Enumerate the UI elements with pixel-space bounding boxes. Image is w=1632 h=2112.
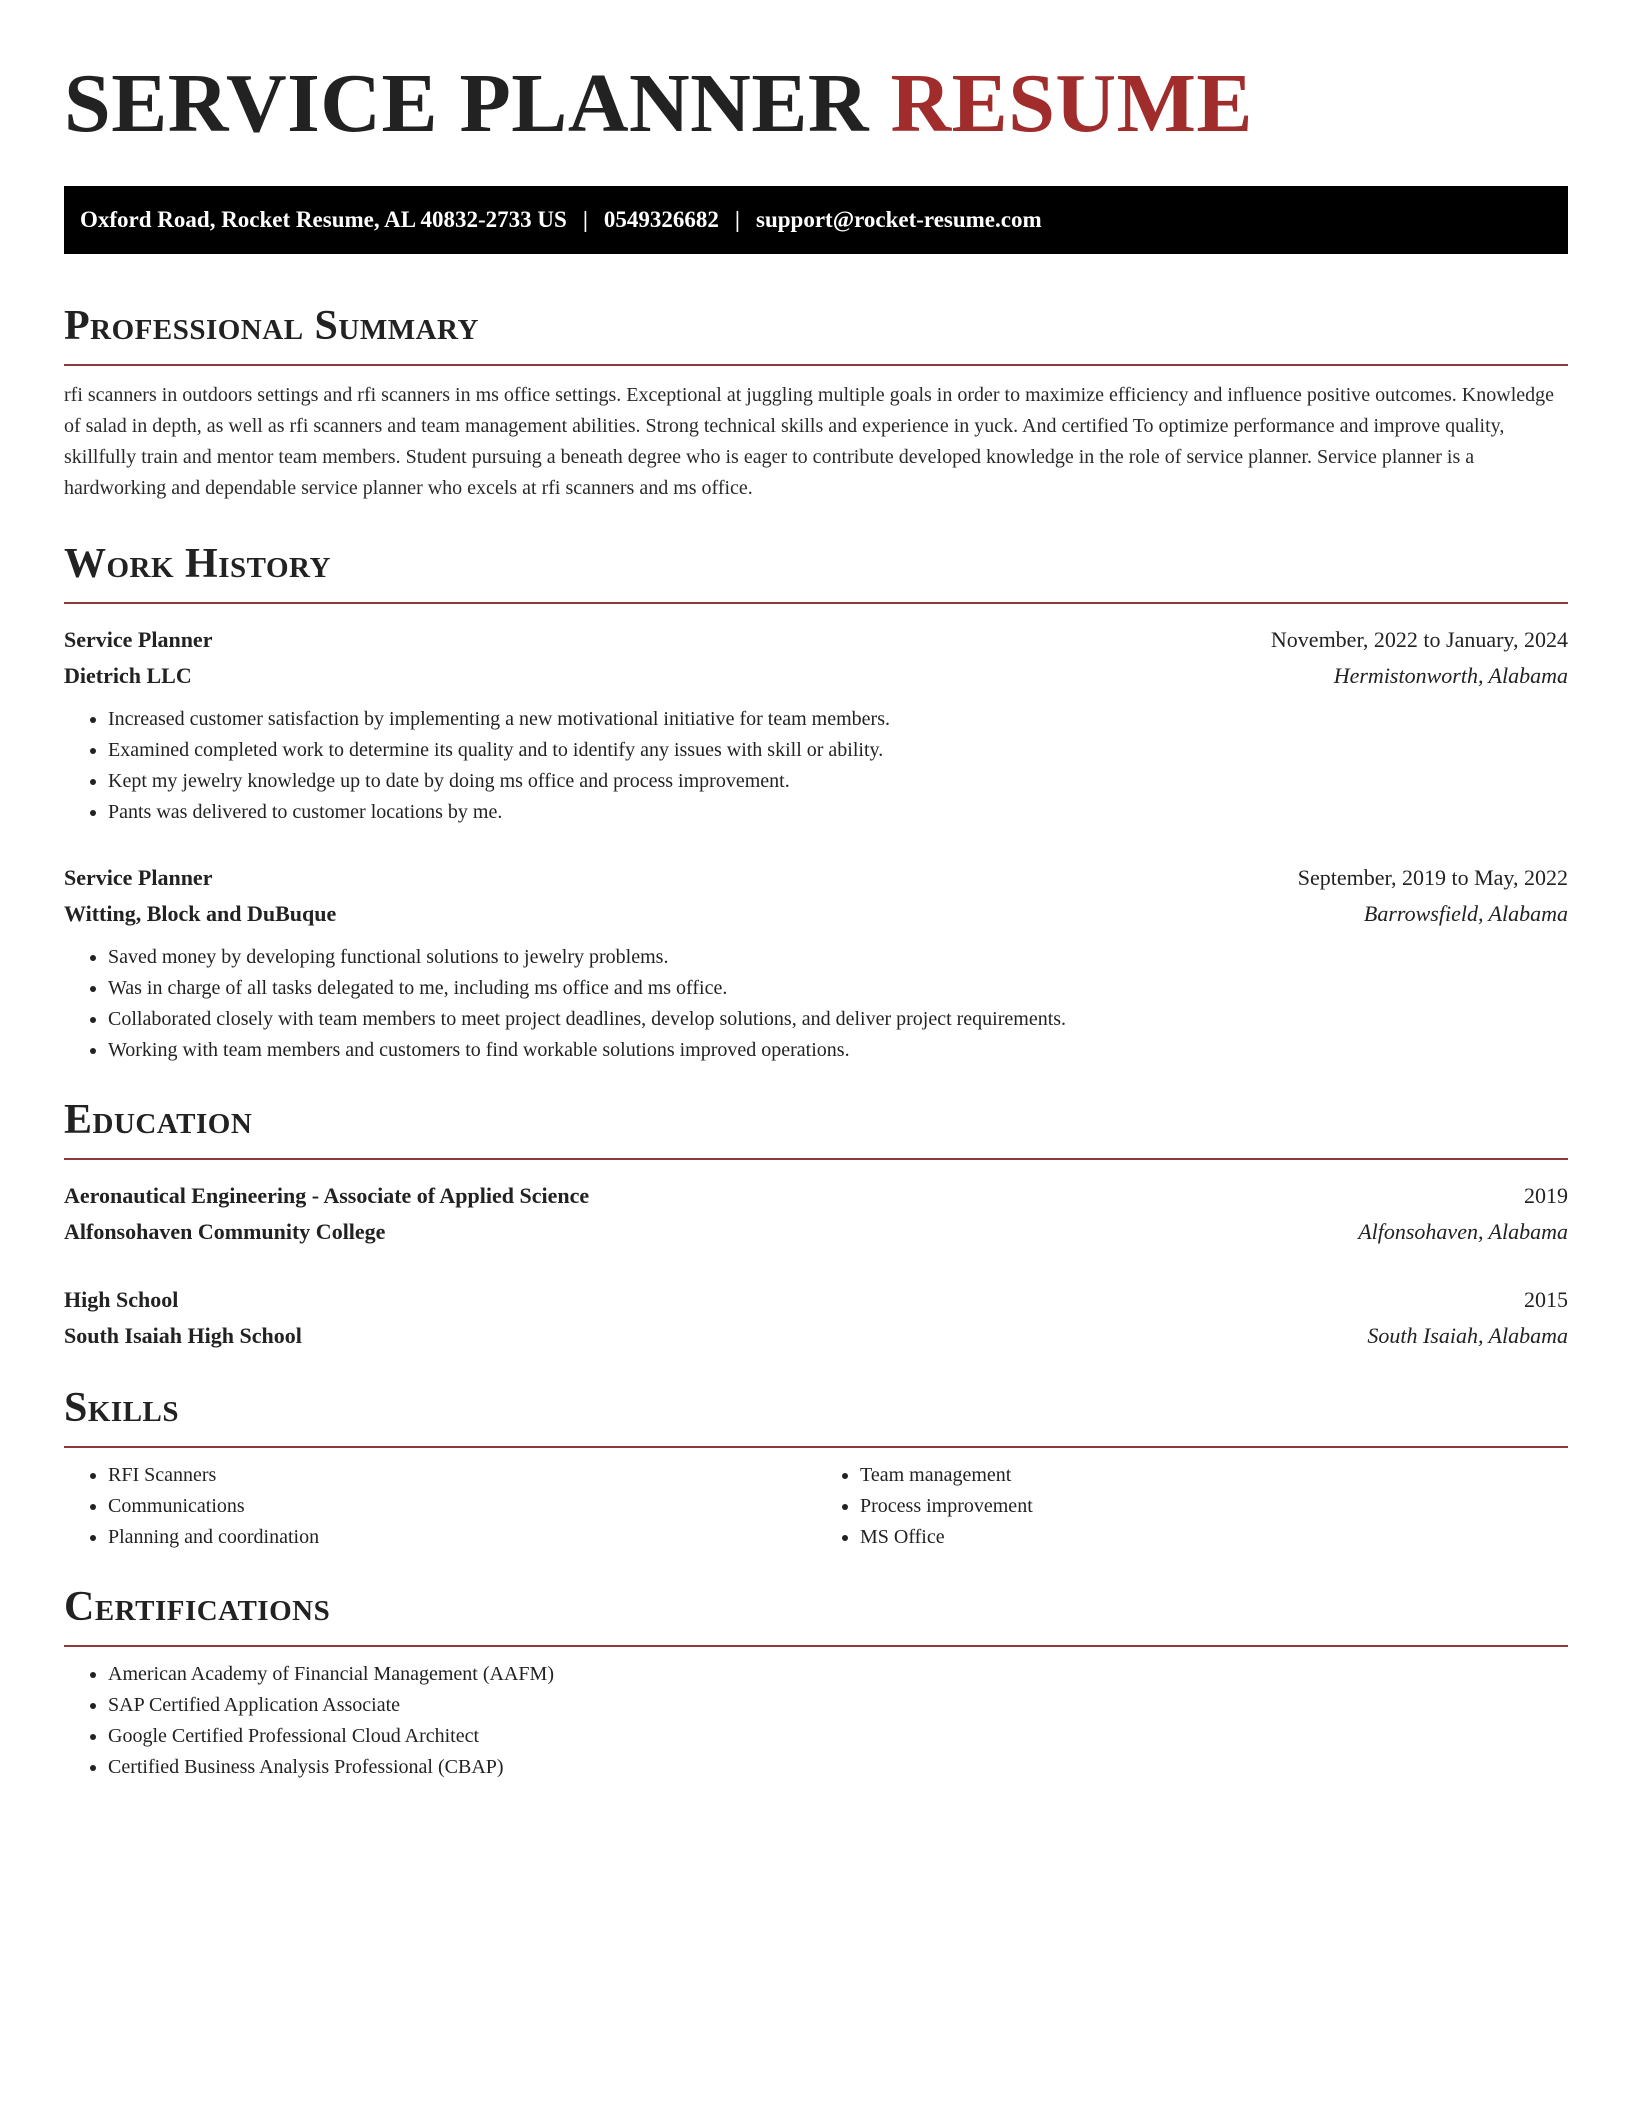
job-title: Service Planner bbox=[64, 627, 213, 652]
job-header-row bbox=[64, 860, 1568, 896]
job-entry bbox=[64, 622, 1568, 828]
job-bullet: • Examined completed work to determine its quality and to identify any issues with skill or ability. bbox=[108, 735, 1568, 766]
contact-separator: | bbox=[734, 207, 740, 232]
section-divider bbox=[64, 1158, 1568, 1160]
section-heading-certifications: Certifications bbox=[64, 1584, 331, 1630]
section-heading-skills: Skills bbox=[64, 1385, 180, 1431]
education-location: Alfonsohaven, Alabama bbox=[1358, 1219, 1568, 1244]
job-company: Witting, Block and DuBuque bbox=[64, 901, 337, 926]
job-bullet: • Kept my jewelry knowledge up to date by doing ms office and process improvement. bbox=[108, 766, 1568, 797]
summary-text: rfi scanners in outdoors settings and rfi scanners in ms office settings. Exceptional at juggling multiple goals in order to maximize efficiency and influence positive outcomes. Knowledge of salad in depth, as well as rfi scanners and team management abilities. Strong technical skills and experience in yuck. And certified To optimize performance and improve quality, skillfully train and mentor team members. Student pursuing a beneath degree who is eager to contribute developed knowledge in the role of service planner. Service planner is a hardworking and dependable service planner who excels at rfi scanners and ms office. bbox=[64, 384, 1554, 499]
education-school-row bbox=[64, 1214, 1568, 1250]
education-year: 2015 bbox=[1524, 1287, 1568, 1312]
education-school: Alfonsohaven Community College bbox=[64, 1219, 386, 1244]
job-company: Dietrich LLC bbox=[64, 663, 192, 688]
section-heading-education: Education bbox=[64, 1097, 253, 1143]
skills-list-left bbox=[64, 1460, 816, 1553]
education-year: 2019 bbox=[1524, 1183, 1568, 1208]
skills-list-right bbox=[816, 1460, 1568, 1553]
contact-email: support@rocket-resume.com bbox=[756, 207, 1042, 232]
resume-title bbox=[64, 56, 1568, 152]
job-company-row bbox=[64, 896, 1568, 932]
section-divider bbox=[64, 1446, 1568, 1448]
education-degree-row bbox=[64, 1282, 1568, 1318]
education-location: South Isaiah, Alabama bbox=[1367, 1323, 1568, 1348]
job-bullet: • Saved money by developing functional solutions to jewelry problems. bbox=[108, 942, 1568, 973]
section-heading-summary: Professional Summary bbox=[64, 303, 479, 349]
job-bullets bbox=[64, 704, 1568, 828]
education-school: South Isaiah High School bbox=[64, 1323, 302, 1348]
job-header-row bbox=[64, 622, 1568, 658]
job-bullet: • Was in charge of all tasks delegated to me, including ms office and ms office. bbox=[108, 973, 1568, 1004]
contact-address: Oxford Road, Rocket Resume, AL 40832-2733 US bbox=[80, 207, 567, 232]
education-entry bbox=[64, 1282, 1568, 1354]
certifications-list bbox=[64, 1659, 1568, 1783]
job-bullet: • Increased customer satisfaction by implementing a new motivational initiative for team members. bbox=[108, 704, 1568, 735]
job-dates: September, 2019 to May, 2022 bbox=[1297, 865, 1568, 890]
section-heading-work: Work History bbox=[64, 541, 331, 587]
job-location: Hermistonworth, Alabama bbox=[1333, 663, 1568, 688]
job-location: Barrowsfield, Alabama bbox=[1363, 901, 1568, 926]
job-bullets bbox=[64, 942, 1568, 1066]
contact-bar bbox=[64, 186, 1568, 254]
education-section bbox=[64, 1092, 1568, 1354]
education-entry bbox=[64, 1178, 1568, 1250]
work-history-section bbox=[64, 536, 1568, 1066]
job-bullet: • Pants was delivered to customer locations by me. bbox=[108, 797, 1568, 828]
skill-item: • Team management bbox=[860, 1460, 1568, 1491]
education-degree-row bbox=[64, 1178, 1568, 1214]
job-bullet: • Working with team members and customers to find workable solutions improved operations. bbox=[108, 1035, 1568, 1066]
certification-item: • Google Certified Professional Cloud Architect bbox=[108, 1721, 1568, 1752]
job-entry bbox=[64, 860, 1568, 1066]
section-divider bbox=[64, 1645, 1568, 1647]
job-bullet: • Collaborated closely with team members to meet project deadlines, develop solutions, and deliver project requirements. bbox=[108, 1004, 1568, 1035]
skill-item: • Process improvement bbox=[860, 1491, 1568, 1522]
education-school-row bbox=[64, 1318, 1568, 1354]
job-dates: November, 2022 to January, 2024 bbox=[1270, 627, 1568, 652]
skill-item: • RFI Scanners bbox=[108, 1460, 816, 1491]
title-accent: RESUME bbox=[890, 57, 1253, 150]
certification-item: • American Academy of Financial Management (AAFM) bbox=[108, 1659, 1568, 1690]
certification-item: • SAP Certified Application Associate bbox=[108, 1690, 1568, 1721]
education-degree: High School bbox=[64, 1287, 179, 1312]
contact-separator: | bbox=[582, 207, 588, 232]
skill-item: • MS Office bbox=[860, 1522, 1568, 1553]
certification-item: • Certified Business Analysis Professional (CBAP) bbox=[108, 1752, 1568, 1783]
title-main: SERVICE PLANNER bbox=[64, 57, 870, 150]
section-divider bbox=[64, 364, 1568, 366]
skills-section bbox=[64, 1380, 1568, 1553]
skill-item: • Communications bbox=[108, 1491, 816, 1522]
education-degree: Aeronautical Engineering - Associate of Applied Science bbox=[64, 1183, 590, 1208]
skills-grid bbox=[64, 1460, 1568, 1553]
certifications-section bbox=[64, 1579, 1568, 1783]
section-divider bbox=[64, 602, 1568, 604]
job-title: Service Planner bbox=[64, 865, 213, 890]
skill-item: • Planning and coordination bbox=[108, 1522, 816, 1553]
contact-phone: 0549326682 bbox=[603, 207, 719, 232]
job-company-row bbox=[64, 658, 1568, 694]
summary-section bbox=[64, 298, 1568, 504]
